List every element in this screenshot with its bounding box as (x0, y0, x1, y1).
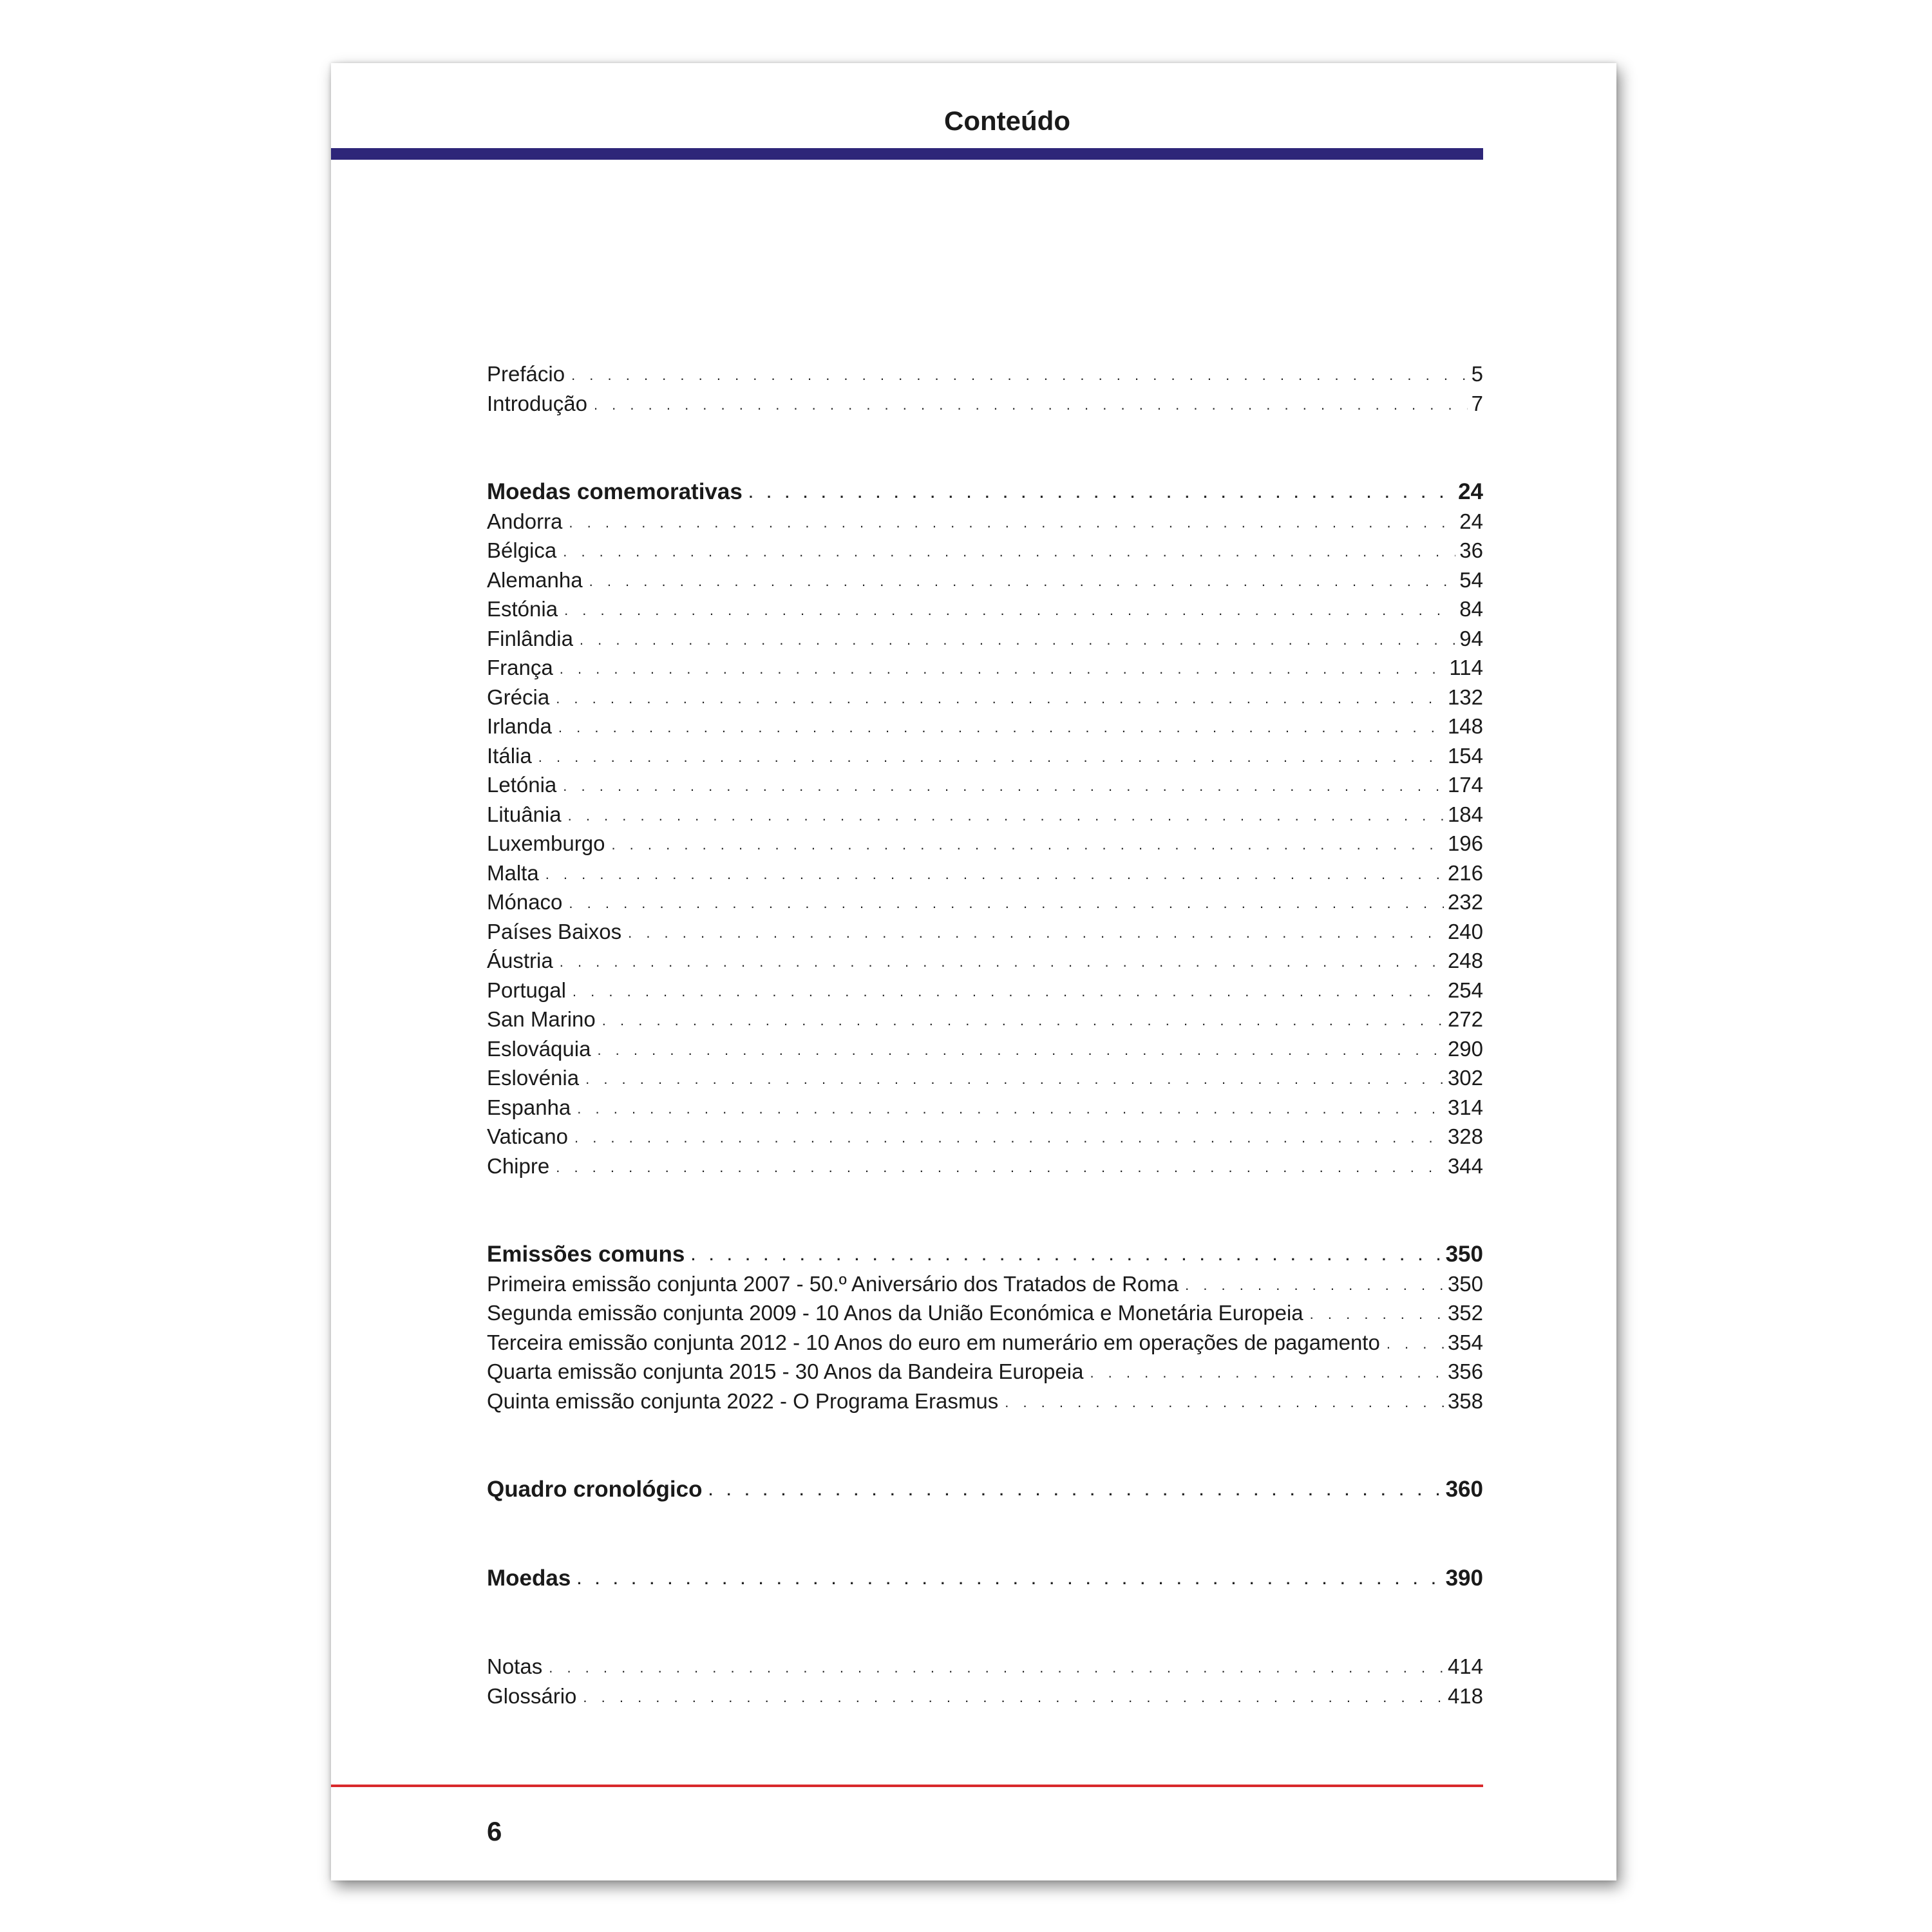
toc-entry-label: Quinta emissão conjunta 2022 - O Programa Erasmus (487, 1388, 999, 1413)
toc-entry[interactable] (487, 1357, 1483, 1387)
toc-entry-page: 302 (1447, 1066, 1483, 1090)
toc-entry-page: 314 (1447, 1095, 1483, 1119)
toc-entry[interactable] (487, 976, 1483, 1005)
toc-entry[interactable] (487, 565, 1483, 595)
toc-entry-page: 272 (1447, 1007, 1483, 1031)
toc-entry[interactable] (487, 829, 1483, 858)
toc-entry-page: 290 (1447, 1036, 1483, 1061)
dot-leader (568, 1123, 1444, 1153)
dot-leader (553, 654, 1446, 684)
toc-entry-label: Irlanda (487, 714, 552, 738)
footer-rule (331, 1785, 1483, 1787)
toc-entry-page: 358 (1447, 1388, 1483, 1413)
toc-entry-page: 174 (1447, 773, 1483, 797)
dot-leader (583, 567, 1456, 596)
toc-entry-page: 7 (1471, 391, 1483, 415)
toc-entry-page: 54 (1459, 567, 1483, 592)
dot-leader (542, 1653, 1444, 1683)
dot-leader (1179, 1271, 1444, 1300)
toc-entry-page: 350 (1447, 1271, 1483, 1296)
toc-front-matter (487, 359, 1483, 418)
toc-entry-label: Portugal (487, 978, 566, 1002)
toc-entry-label: Bélgica (487, 538, 557, 562)
toc-entry[interactable] (487, 887, 1483, 917)
dot-leader (562, 889, 1444, 918)
toc-entry-label: Letónia (487, 773, 557, 797)
dot-leader (605, 830, 1443, 860)
dot-leader (579, 1065, 1444, 1094)
toc-entry-label: Chipre (487, 1153, 550, 1178)
toc-entry[interactable] (487, 1122, 1483, 1151)
toc-entry[interactable] (487, 594, 1483, 624)
toc-entry-page: 232 (1447, 890, 1483, 914)
toc-entry-label: Terceira emissão conjunta 2012 - 10 Anos do euro em numerário em operações de pagamento (487, 1330, 1380, 1354)
toc-entry-label: Primeira emissão conjunta 2007 - 50.º Aniversário dos Tratados de Roma (487, 1271, 1179, 1296)
toc-entry-page: 5 (1471, 362, 1483, 386)
toc-entry[interactable] (487, 1681, 1483, 1711)
toc-section-heading[interactable] (487, 1564, 1483, 1593)
dot-leader (1083, 1358, 1443, 1388)
dot-leader (1380, 1329, 1444, 1359)
toc-entry-label: Luxemburgo (487, 831, 605, 855)
header-bar (331, 148, 1483, 160)
dot-leader (565, 361, 1468, 390)
toc-entry-page: 328 (1447, 1124, 1483, 1148)
dot-leader (596, 1006, 1444, 1036)
toc-entry-label: Glossário (487, 1683, 577, 1708)
toc-entry[interactable] (487, 1034, 1483, 1064)
dot-leader (549, 1153, 1444, 1182)
toc-entry[interactable] (487, 624, 1483, 654)
toc-entry-label: Eslováquia (487, 1036, 591, 1061)
toc-entry-label: Alemanha (487, 567, 583, 592)
dot-leader (571, 1094, 1444, 1124)
toc-entry-label: Mónaco (487, 890, 563, 914)
toc-entry[interactable] (487, 359, 1483, 389)
toc-entry-label: Prefácio (487, 362, 565, 386)
toc-entry-label: Países Baixos (487, 919, 622, 943)
toc-entry-label: Grécia (487, 685, 550, 709)
toc-entry-page: 196 (1447, 831, 1483, 855)
dot-leader (552, 713, 1444, 743)
dot-leader (553, 947, 1444, 977)
toc-chronology-section (487, 1475, 1483, 1504)
toc-entry-label: Quarta emissão conjunta 2015 - 30 Anos da Bandeira Europeia (487, 1359, 1084, 1383)
dot-leader (539, 860, 1444, 889)
toc-section-heading[interactable] (487, 1475, 1483, 1504)
dot-leader (556, 537, 1455, 567)
toc-entry-page: 354 (1447, 1330, 1483, 1354)
toc-entry-page: 418 (1447, 1683, 1483, 1708)
toc-entry[interactable] (487, 1328, 1483, 1358)
dot-leader (571, 1565, 1441, 1595)
toc-entry-label: Vaticano (487, 1124, 568, 1148)
toc-entry-label: Notas (487, 1654, 543, 1678)
dot-leader (702, 1476, 1441, 1506)
toc-common-issues-section (487, 1240, 1483, 1416)
toc-section-heading[interactable] (487, 1240, 1483, 1269)
toc-entry-label: Moedas (487, 1565, 571, 1591)
toc-entry-page: 344 (1447, 1153, 1483, 1178)
toc-entry[interactable] (487, 741, 1483, 771)
dot-leader (743, 478, 1454, 508)
toc-entry-page: 360 (1445, 1477, 1483, 1502)
toc-entry[interactable] (487, 1652, 1483, 1681)
toc-entry-page: 114 (1449, 656, 1483, 679)
toc-entry-page: 94 (1459, 626, 1483, 650)
page-number: 6 (487, 1816, 502, 1846)
toc-entry-label: Estónia (487, 597, 558, 621)
toc-entry[interactable] (487, 917, 1483, 947)
dot-leader (998, 1388, 1444, 1417)
dot-leader (591, 1036, 1443, 1065)
toc-entry[interactable] (487, 1298, 1483, 1328)
toc-entry-page: 84 (1459, 597, 1483, 621)
toc-entry[interactable] (487, 1005, 1483, 1034)
toc-entry-label: San Marino (487, 1007, 596, 1031)
toc-entry-page: 36 (1459, 538, 1483, 562)
toc-entry-page: 240 (1447, 919, 1483, 943)
toc-entry[interactable] (487, 389, 1483, 419)
toc-entry[interactable] (487, 1269, 1483, 1299)
document-page (331, 63, 1616, 1880)
toc-entry[interactable] (487, 712, 1483, 741)
dot-leader (562, 801, 1444, 831)
toc-entry-page: 154 (1447, 743, 1483, 768)
table-of-contents (487, 359, 1483, 1710)
toc-entry[interactable] (487, 536, 1483, 565)
dot-leader (576, 1683, 1444, 1712)
toc-entry-label: Moedas comemorativas (487, 479, 743, 504)
toc-entry-label: Malta (487, 860, 539, 885)
toc-entry-label: Introdução (487, 391, 587, 415)
dot-leader (573, 625, 1455, 655)
toc-entry-label: Itália (487, 743, 532, 768)
dot-leader (549, 684, 1444, 714)
toc-entry-page: 254 (1447, 978, 1483, 1002)
toc-entry[interactable] (487, 1063, 1483, 1093)
dot-leader (558, 596, 1455, 625)
toc-entry[interactable] (487, 1387, 1483, 1416)
toc-entry-label: Lituânia (487, 802, 562, 826)
toc-coins-section (487, 1564, 1483, 1593)
toc-entry[interactable] (487, 858, 1483, 888)
toc-entry-page: 352 (1447, 1301, 1483, 1325)
toc-entry[interactable] (487, 507, 1483, 536)
toc-entry-page: 24 (1459, 509, 1483, 533)
toc-entry[interactable] (487, 770, 1483, 800)
toc-entry[interactable] (487, 1093, 1483, 1122)
toc-entry-label: Áustria (487, 949, 553, 972)
toc-entry-label: Espanha (487, 1095, 571, 1119)
toc-entry-label: Quadro cronológico (487, 1477, 703, 1502)
dot-leader (556, 772, 1444, 801)
toc-entry-page: 414 (1447, 1654, 1483, 1678)
dot-leader (562, 508, 1455, 538)
dot-leader (1303, 1300, 1444, 1329)
toc-commemorative-section (487, 477, 1483, 1180)
toc-entry-label: Segunda emissão conjunta 2009 - 10 Anos da União Económica e Monetária Europeia (487, 1301, 1303, 1325)
toc-entry[interactable] (487, 800, 1483, 829)
toc-entry-page: 132 (1447, 685, 1483, 709)
toc-entry-label: França (487, 656, 553, 679)
toc-entry-label: Eslovénia (487, 1066, 580, 1090)
toc-entry-label: Andorra (487, 509, 563, 533)
toc-entry[interactable] (487, 946, 1483, 976)
dot-leader (566, 977, 1444, 1007)
toc-entry-page: 216 (1447, 860, 1483, 885)
toc-section-heading[interactable] (487, 477, 1483, 507)
toc-entry-page: 248 (1447, 949, 1483, 972)
toc-entry-page: 184 (1447, 802, 1483, 826)
toc-entry-label: Emissões comuns (487, 1242, 685, 1267)
toc-entry-page: 24 (1458, 479, 1483, 504)
dot-leader (587, 390, 1468, 420)
dot-leader (532, 743, 1444, 772)
toc-entry[interactable] (487, 653, 1483, 683)
page-title: Conteúdo (944, 106, 1070, 136)
toc-entry-page: 390 (1445, 1565, 1483, 1591)
toc-back-matter (487, 1652, 1483, 1710)
dot-leader (685, 1241, 1441, 1271)
dot-leader (621, 918, 1444, 948)
toc-entry-page: 148 (1447, 714, 1483, 738)
toc-entry-page: 350 (1445, 1242, 1483, 1267)
toc-entry[interactable] (487, 683, 1483, 712)
toc-entry-page: 356 (1447, 1359, 1483, 1383)
toc-entry-label: Finlândia (487, 626, 573, 650)
toc-entry[interactable] (487, 1151, 1483, 1181)
